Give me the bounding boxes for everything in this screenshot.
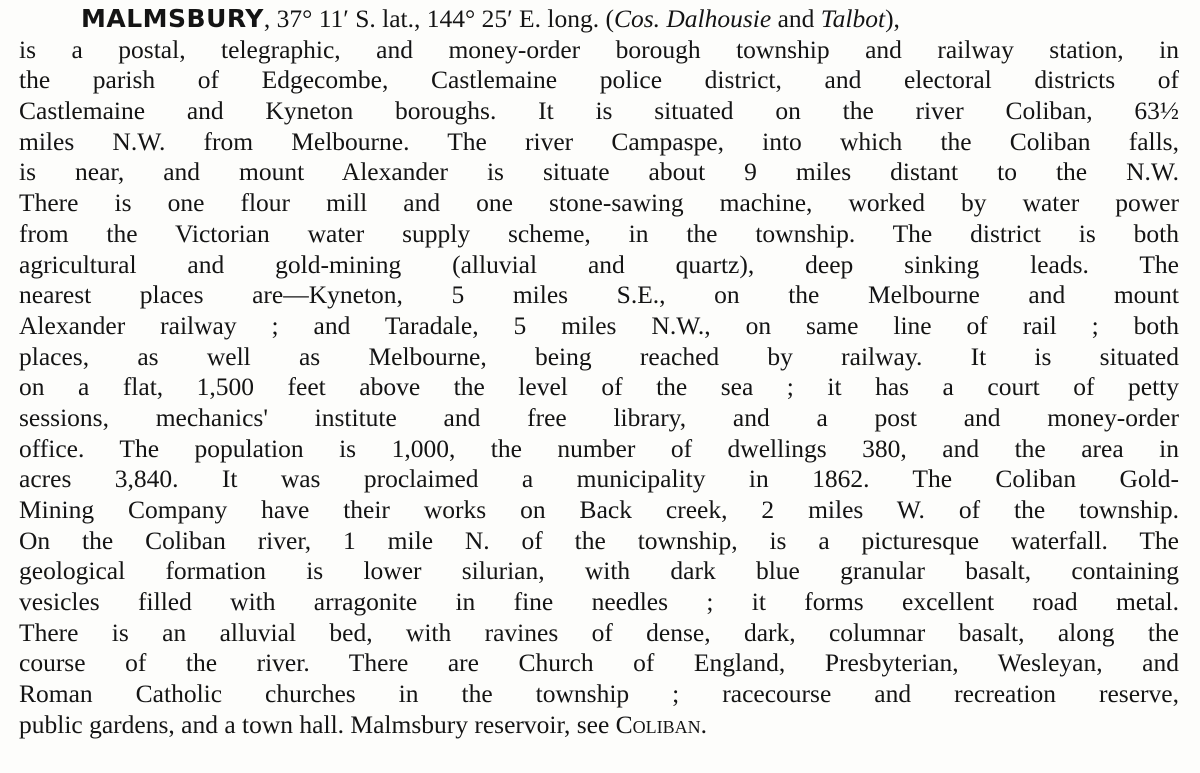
entry-line: There is one flour mill and one stone-sawing machine, worked by water power: [19, 188, 1179, 218]
entry-line: acres 3,840. It was proclaimed a municipality in 1862. The Coliban Gold-: [19, 464, 1179, 494]
entry-line: vesicles filled with arragonite in fine needles ; it forms excellent road metal.: [19, 587, 1179, 617]
entry-cross-reference: Coliban: [615, 709, 701, 739]
gazetteer-entry-malmsbury: [19, 4, 1179, 741]
entry-line: geological formation is lower silurian, with dark blue granular basalt, containing: [19, 556, 1179, 586]
entry-line: from the Victorian water supply scheme, in the township. The district is both: [19, 218, 1179, 248]
entry-county-talbot: Talbot: [820, 4, 886, 33]
entry-headword: MALMSBURY: [81, 4, 264, 33]
entry-line: course of the river. There are Church of England, Presbyterian, Wesleyan, and: [19, 648, 1179, 678]
entry-line: on a flat, 1,500 feet above the level of the sea ; it has a court of petty: [19, 372, 1179, 402]
entry-coordinates-end: ),: [885, 4, 900, 33]
entry-coordinates: , 37° 11′ S. lat., 144° 25′ E. long. (: [263, 4, 614, 33]
entry-line: office. The population is 1,000, the number of dwellings 380, and the area in: [19, 433, 1179, 463]
entry-last-line: [19, 710, 1179, 741]
entry-county-label: Cos. Dalhousie: [613, 4, 772, 33]
entry-line: nearest places are—Kyneton, 5 miles S.E., on the Melbourne and mount: [19, 280, 1179, 310]
entry-line: miles N.W. from Melbourne. The river Campaspe, into which the Coliban falls,: [19, 126, 1179, 156]
entry-line: places, as well as Melbourne, being reached by railway. It is situated: [19, 341, 1179, 371]
entry-line: Castlemaine and Kyneton boroughs. It is situated on the river Coliban, 63½: [19, 96, 1179, 126]
entry-line: the parish of Edgecombe, Castlemaine police district, and electoral districts of: [19, 65, 1179, 95]
entry-line: is a postal, telegraphic, and money-order borough township and railway station, in: [19, 34, 1179, 64]
entry-last-line-text: public gardens, and a town hall. Malmsbury reservoir, see: [19, 709, 616, 739]
entry-last-line-end: .: [700, 709, 708, 739]
entry-and-word: and: [771, 4, 821, 33]
entry-line: Mining Company have their works on Back creek, 2 miles W. of the township.: [19, 495, 1179, 524]
entry-line: Alexander railway ; and Taradale, 5 miles N.W., on same line of rail ; both: [19, 310, 1179, 340]
entry-line: On the Coliban river, 1 mile N. of the township, is a picturesque waterfall. The: [19, 525, 1179, 555]
entry-line: Roman Catholic churches in the township ; racecourse and recreation reserve,: [19, 679, 1179, 709]
entry-line: sessions, mechanics' institute and free library, and a post and money-order: [19, 402, 1179, 432]
entry-line: There is an alluvial bed, with ravines of dense, dark, columnar basalt, along the: [19, 617, 1179, 647]
entry-first-line: [19, 4, 1179, 35]
entry-line: is near, and mount Alexander is situate about 9 miles distant to the N.W.: [19, 157, 1179, 187]
entry-line: agricultural and gold-mining (alluvial and quartz), deep sinking leads. The: [19, 249, 1179, 279]
